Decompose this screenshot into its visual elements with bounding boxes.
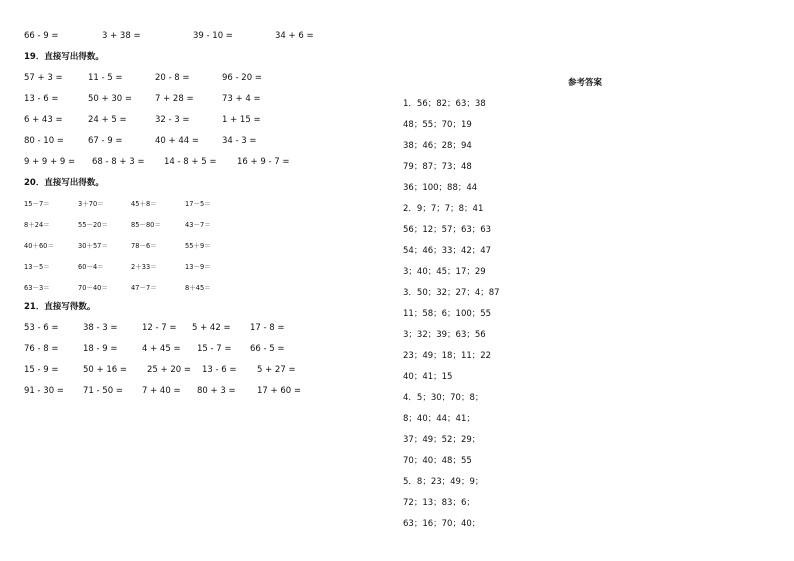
exercise-item: 24 + 5 = xyxy=(88,115,127,125)
exercise-item: 43－7＝ xyxy=(185,221,211,229)
answer-line: 54；46；33；42；47 xyxy=(403,246,492,256)
answer-line: 4．5；30；70；8； xyxy=(403,393,484,403)
section-20-heading: 20．直接写出得数。 xyxy=(24,178,104,188)
exercise-item: 14 - 8 + 5 = xyxy=(164,157,217,167)
answer-line: 38；46；28；94 xyxy=(403,141,472,151)
exercise-item: 85－80＝ xyxy=(131,221,161,229)
exercise-item: 13 - 6 = xyxy=(24,94,59,104)
answer-line: 1．56；82；63；38 xyxy=(403,99,486,109)
exercise-item: 55－20＝ xyxy=(78,221,108,229)
answer-line: 63；16；70；40； xyxy=(403,519,481,529)
exercise-item: 13 - 6 = xyxy=(202,365,237,375)
exercise-item: 8＋45＝ xyxy=(185,284,211,292)
exercise-item: 15－7＝ xyxy=(24,200,50,208)
exercise-item: 73 + 4 = xyxy=(222,94,261,104)
exercise-item: 63－3＝ xyxy=(24,284,50,292)
answer-line: 79；87；73；48 xyxy=(403,162,472,172)
answer-line: 3；40；45；17；29 xyxy=(403,267,486,277)
answer-line: 72；13；83；6； xyxy=(403,498,475,508)
exercise-item: 34 - 3 = xyxy=(222,136,257,146)
exercise-item: 38 - 3 = xyxy=(83,323,118,333)
answer-line: 37；49；52；29； xyxy=(403,435,481,445)
exercise-item: 17－5＝ xyxy=(185,200,211,208)
answer-line: 70；40；48；55 xyxy=(403,456,472,466)
section-21-heading: 21．直接写得数。 xyxy=(24,302,96,312)
exercise-item: 34 + 6 = xyxy=(275,31,314,41)
section-19-heading: 19．直接写出得数。 xyxy=(24,52,104,62)
exercise-item: 66 - 5 = xyxy=(250,344,285,354)
exercise-item: 9 + 9 + 9 = xyxy=(24,157,76,167)
exercise-item: 40＋60＝ xyxy=(24,242,54,250)
exercise-item: 50 + 30 = xyxy=(88,94,132,104)
exercise-item: 13－5＝ xyxy=(24,263,50,271)
answer-line: 11；58；6；100；55 xyxy=(403,309,492,319)
exercise-item: 30＋57＝ xyxy=(78,242,108,250)
exercise-item: 39 - 10 = xyxy=(193,31,233,41)
exercise-item: 6 + 43 = xyxy=(24,115,63,125)
exercise-item: 32 - 3 = xyxy=(155,115,190,125)
exercise-item: 16 + 9 - 7 = xyxy=(237,157,290,167)
exercise-item: 15 - 9 = xyxy=(24,365,59,375)
exercise-item: 91 - 30 = xyxy=(24,386,64,396)
exercise-item: 7 + 40 = xyxy=(142,386,181,396)
exercise-item: 71 - 50 = xyxy=(83,386,123,396)
exercise-item: 47－7＝ xyxy=(131,284,157,292)
answer-line: 2．9；7；7；8；41 xyxy=(403,204,484,214)
exercise-item: 45＋8＝ xyxy=(131,200,157,208)
exercise-item: 20 - 8 = xyxy=(155,73,190,83)
exercise-item: 25 + 20 = xyxy=(147,365,191,375)
exercise-item: 78－6＝ xyxy=(131,242,157,250)
exercise-item: 60－4＝ xyxy=(78,263,104,271)
exercise-item: 17 + 60 = xyxy=(257,386,301,396)
answer-line: 3．50；32；27；4；87 xyxy=(403,288,500,298)
exercise-item: 8＋24＝ xyxy=(24,221,50,229)
exercise-item: 68 - 8 + 3 = xyxy=(92,157,145,167)
exercise-item: 13－9＝ xyxy=(185,263,211,271)
answer-line: 8；40；44；41； xyxy=(403,414,475,424)
answer-line: 3；32；39；63；56 xyxy=(403,330,486,340)
exercise-item: 7 + 28 = xyxy=(155,94,194,104)
exercise-item: 96 - 20 = xyxy=(222,73,262,83)
exercise-item: 70－40＝ xyxy=(78,284,108,292)
exercise-item: 53 - 6 = xyxy=(24,323,59,333)
answer-line: 56；12；57；63；63 xyxy=(403,225,492,235)
exercise-item: 5 + 42 = xyxy=(192,323,231,333)
exercise-item: 5 + 27 = xyxy=(257,365,296,375)
exercise-item: 2＋33＝ xyxy=(131,263,157,271)
answers-title: 参考答案 xyxy=(568,78,603,88)
exercise-item: 3 + 38 = xyxy=(102,31,141,41)
answer-line: 5．8；23；49；9； xyxy=(403,477,484,487)
exercise-item: 66 - 9 = xyxy=(24,31,59,41)
answer-line: 36；100；88；44 xyxy=(403,183,478,193)
exercise-item: 80 - 10 = xyxy=(24,136,64,146)
exercise-item: 12 - 7 = xyxy=(142,323,177,333)
answer-line: 40；41；15 xyxy=(403,372,453,382)
answer-line: 48；55；70；19 xyxy=(403,120,472,130)
exercise-item: 57 + 3 = xyxy=(24,73,63,83)
exercise-item: 80 + 3 = xyxy=(197,386,236,396)
exercise-item: 50 + 16 = xyxy=(83,365,127,375)
exercise-item: 76 - 8 = xyxy=(24,344,59,354)
exercise-item: 18 - 9 = xyxy=(83,344,118,354)
answer-line: 23；49；18；11；22 xyxy=(403,351,492,361)
exercise-item: 67 - 9 = xyxy=(88,136,123,146)
exercise-item: 40 + 44 = xyxy=(155,136,199,146)
exercise-item: 1 + 15 = xyxy=(222,115,261,125)
exercise-item: 11 - 5 = xyxy=(88,73,123,83)
exercise-item: 15 - 7 = xyxy=(197,344,232,354)
exercise-item: 4 + 45 = xyxy=(142,344,181,354)
exercise-item: 17 - 8 = xyxy=(250,323,285,333)
exercise-item: 55＋9＝ xyxy=(185,242,211,250)
exercise-item: 3＋70＝ xyxy=(78,200,104,208)
